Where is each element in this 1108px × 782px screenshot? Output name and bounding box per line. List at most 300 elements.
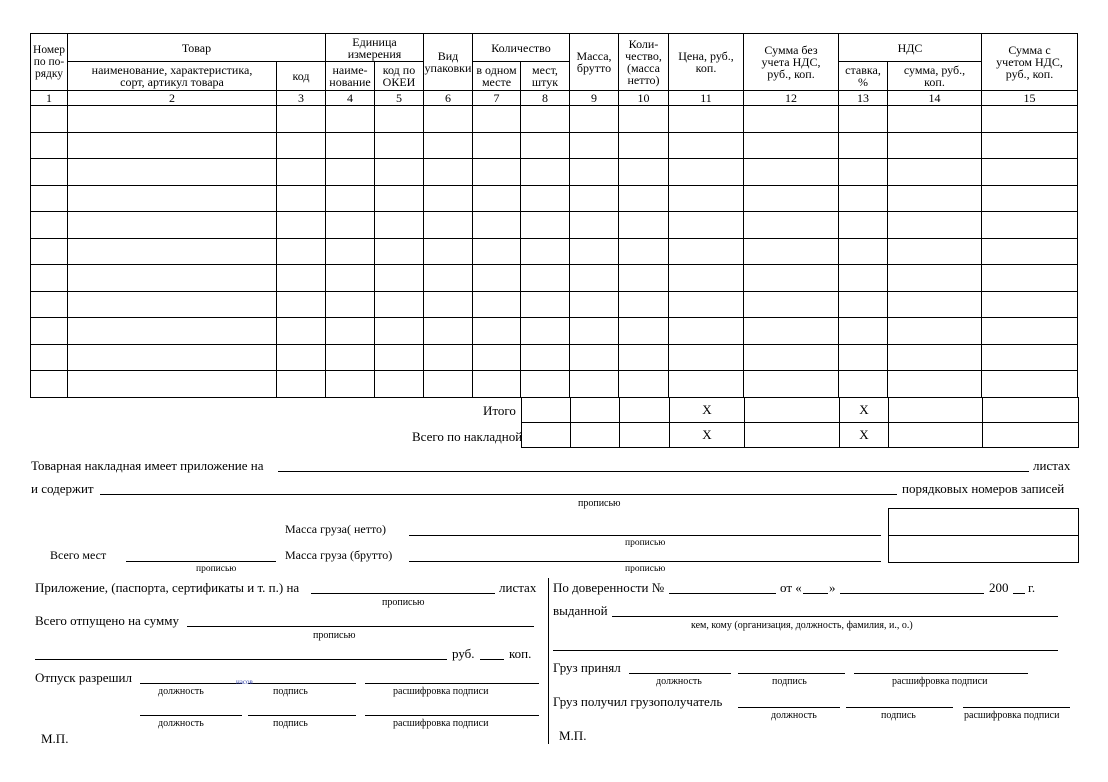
- table-cell[interactable]: [424, 212, 473, 239]
- table-cell[interactable]: [68, 159, 277, 186]
- table-cell[interactable]: [31, 159, 68, 186]
- table-row: [31, 185, 1078, 212]
- table-cell[interactable]: [982, 238, 1078, 265]
- table-cell[interactable]: [424, 238, 473, 265]
- th-summa-bez: Сумма без учета НДС, руб., коп.: [744, 34, 839, 91]
- table-cell[interactable]: [744, 185, 839, 212]
- table-cell[interactable]: [619, 291, 669, 318]
- ot-label: от «: [780, 580, 802, 595]
- rasshifrovka-hint: расшифровка подписи: [393, 718, 489, 729]
- dolzhnost-hint: должность: [771, 710, 817, 721]
- col-number: 12: [744, 91, 839, 106]
- table-cell[interactable]: [473, 265, 521, 292]
- table-cell[interactable]: [744, 344, 839, 371]
- col-number: 10: [619, 91, 669, 106]
- table-cell[interactable]: [31, 344, 68, 371]
- table-cell[interactable]: [982, 132, 1078, 159]
- table-cell[interactable]: [744, 238, 839, 265]
- table-row: [31, 238, 1078, 265]
- rasshifrovka-hint: расшифровка подписи: [892, 676, 988, 687]
- table-cell[interactable]: [744, 106, 839, 133]
- dolzhnost-hint: должность: [158, 686, 204, 697]
- glavbuh-dolzhnost-field[interactable]: [140, 715, 242, 716]
- table-cell[interactable]: [982, 318, 1078, 345]
- table-cell[interactable]: [68, 185, 277, 212]
- table-cell[interactable]: [839, 238, 888, 265]
- table-cell[interactable]: [326, 159, 375, 186]
- table-cell[interactable]: [31, 212, 68, 239]
- poryadkovyh-label: порядковых номеров записей: [902, 481, 1065, 496]
- table-cell[interactable]: [839, 344, 888, 371]
- table-cell[interactable]: [669, 344, 744, 371]
- propisyu-hint: прописью: [313, 630, 356, 641]
- th-vid: Вид упаковки: [424, 34, 473, 91]
- dolzhnost-hint: должность: [158, 718, 204, 729]
- itogo-label: Итого: [483, 403, 516, 418]
- table-row: [31, 159, 1078, 186]
- table-cell[interactable]: [982, 159, 1078, 186]
- total-x-mark: Х: [670, 398, 745, 423]
- total-cell: [571, 398, 620, 423]
- glavbuh-rasshifrovka-field[interactable]: [365, 715, 539, 716]
- col-number: 4: [326, 91, 375, 106]
- th-nds-summa: сумма, руб., коп.: [888, 62, 982, 91]
- table-cell[interactable]: [619, 371, 669, 398]
- signature-scribble: насов: [236, 678, 253, 686]
- listah-label-2: листах: [499, 580, 537, 595]
- table-cell[interactable]: [619, 106, 669, 133]
- table-cell[interactable]: [982, 265, 1078, 292]
- col-number: 7: [473, 91, 521, 106]
- th-kol-netto: Коли-чество, (масса нетто): [619, 34, 669, 91]
- table-cell[interactable]: [31, 371, 68, 398]
- doverennost-mesyac-field[interactable]: [840, 593, 984, 594]
- table-cell[interactable]: [521, 159, 570, 186]
- table-cell[interactable]: [473, 132, 521, 159]
- table-cell[interactable]: [31, 238, 68, 265]
- th-tovar-kod: код: [277, 62, 326, 91]
- col-number: 1: [31, 91, 68, 106]
- table-cell[interactable]: [839, 291, 888, 318]
- table-cell[interactable]: [424, 265, 473, 292]
- table-cell[interactable]: [744, 159, 839, 186]
- table-cell[interactable]: [326, 344, 375, 371]
- table-row: [31, 291, 1078, 318]
- prinyal-rasshifrovka-field[interactable]: [854, 673, 1028, 674]
- table-cell[interactable]: [669, 238, 744, 265]
- otpusk-rasshifrovka-field[interactable]: [365, 683, 539, 684]
- propisyu-hint: прописью: [196, 564, 237, 574]
- table-cell[interactable]: [744, 265, 839, 292]
- table-cell[interactable]: [424, 159, 473, 186]
- table-cell[interactable]: [744, 371, 839, 398]
- table-cell[interactable]: [326, 185, 375, 212]
- table-cell[interactable]: [375, 265, 424, 292]
- doverennost-nomer-field[interactable]: [669, 593, 776, 594]
- table-cell[interactable]: [68, 318, 277, 345]
- total-x-mark: Х: [840, 423, 889, 448]
- mp-right: М.П.: [559, 728, 587, 743]
- prilozhenie-pasport-label: Приложение, (паспорта, сертификаты и т. п.) на: [35, 580, 300, 595]
- table-cell[interactable]: [839, 318, 888, 345]
- table-cell[interactable]: [375, 371, 424, 398]
- table-cell[interactable]: [326, 291, 375, 318]
- vsego-label: Всего по накладной: [412, 429, 523, 444]
- table-cell[interactable]: [839, 132, 888, 159]
- prinyal-dolzhnost-field[interactable]: [629, 673, 731, 674]
- table-row: [31, 318, 1078, 345]
- table-cell[interactable]: [888, 371, 982, 398]
- table-cell[interactable]: [326, 238, 375, 265]
- table-cell[interactable]: [424, 371, 473, 398]
- table-cell[interactable]: [277, 106, 326, 133]
- table-cell[interactable]: [31, 106, 68, 133]
- table-cell[interactable]: [424, 291, 473, 318]
- table-cell[interactable]: [888, 132, 982, 159]
- table-cell[interactable]: [744, 212, 839, 239]
- po-doverennosti-label: По доверенности №: [553, 580, 665, 595]
- table-cell[interactable]: [326, 265, 375, 292]
- podpis-hint: подпись: [273, 718, 308, 729]
- poluchil-dolzhnost-field[interactable]: [738, 707, 840, 708]
- totals-table: [521, 397, 1079, 448]
- table-row: [31, 212, 1078, 239]
- table-cell[interactable]: [570, 371, 619, 398]
- massa-netto-field[interactable]: [409, 535, 881, 536]
- table-cell[interactable]: [888, 212, 982, 239]
- doverennost-den-field[interactable]: [803, 593, 828, 594]
- table-cell[interactable]: [982, 371, 1078, 398]
- table-cell[interactable]: [68, 371, 277, 398]
- table-cell[interactable]: [744, 291, 839, 318]
- total-cell: [983, 398, 1079, 423]
- table-cell[interactable]: [68, 238, 277, 265]
- table-cell[interactable]: [619, 159, 669, 186]
- table-cell[interactable]: [326, 212, 375, 239]
- table-cell[interactable]: [619, 238, 669, 265]
- goods-table: [30, 33, 1078, 398]
- table-cell[interactable]: [669, 132, 744, 159]
- table-row: [31, 371, 1078, 398]
- table-cell[interactable]: [473, 318, 521, 345]
- table-cell[interactable]: [424, 132, 473, 159]
- vsego-mest-field[interactable]: [126, 561, 276, 562]
- prilozhenie-label: Товарная накладная имеет приложение на: [31, 458, 264, 473]
- table-cell[interactable]: [277, 371, 326, 398]
- table-cell[interactable]: [473, 106, 521, 133]
- table-cell[interactable]: [619, 132, 669, 159]
- g-label: г.: [1028, 580, 1036, 595]
- table-cell[interactable]: [375, 159, 424, 186]
- th-kolichestvo: Количество: [473, 34, 570, 62]
- table-cell[interactable]: [982, 185, 1078, 212]
- kop-label: коп.: [509, 646, 532, 661]
- table-cell[interactable]: [521, 371, 570, 398]
- table-cell[interactable]: [31, 291, 68, 318]
- table-cell[interactable]: [570, 318, 619, 345]
- table-cell[interactable]: [839, 371, 888, 398]
- table-cell[interactable]: [521, 318, 570, 345]
- col-number: 3: [277, 91, 326, 106]
- table-cell[interactable]: [521, 291, 570, 318]
- table-cell[interactable]: [473, 159, 521, 186]
- rasshifrovka-hint: расшифровка подписи: [964, 710, 1060, 721]
- table-cell[interactable]: [888, 185, 982, 212]
- table-cell[interactable]: [839, 265, 888, 292]
- th-nds: НДС: [839, 34, 982, 62]
- table-cell[interactable]: [619, 265, 669, 292]
- table-cell[interactable]: [473, 371, 521, 398]
- table-cell[interactable]: [888, 265, 982, 292]
- th-kol-odnom: в одном месте: [473, 62, 521, 91]
- table-cell[interactable]: [277, 291, 326, 318]
- total-cell: [745, 423, 840, 448]
- table-cell[interactable]: [375, 238, 424, 265]
- total-cell: [522, 423, 571, 448]
- table-cell[interactable]: [277, 265, 326, 292]
- massa-netto-box[interactable]: [888, 508, 1079, 536]
- table-cell[interactable]: [68, 132, 277, 159]
- massa-brutto-box[interactable]: [888, 535, 1079, 563]
- listah-label: листах: [1033, 458, 1071, 473]
- th-ed-okei: код по ОКЕИ: [375, 62, 424, 91]
- table-cell[interactable]: [570, 159, 619, 186]
- god-label: 200: [989, 580, 1009, 595]
- propisyu-hint: прописью: [625, 564, 666, 574]
- table-cell[interactable]: [424, 185, 473, 212]
- vydannoi-label: выданной: [553, 603, 608, 618]
- total-cell: [745, 398, 840, 423]
- gruz-poluchil-label: Груз получил грузополучатель: [553, 694, 723, 709]
- table-cell[interactable]: [888, 344, 982, 371]
- massa-brutto-field[interactable]: [409, 561, 881, 562]
- table-cell[interactable]: [277, 344, 326, 371]
- table-cell[interactable]: [521, 212, 570, 239]
- soderzhit-label: и содержит: [31, 481, 94, 496]
- table-cell[interactable]: [669, 291, 744, 318]
- soderzhit-field[interactable]: [100, 494, 897, 495]
- table-cell[interactable]: [326, 318, 375, 345]
- table-cell[interactable]: [68, 291, 277, 318]
- table-cell[interactable]: [570, 238, 619, 265]
- table-row: [31, 344, 1078, 371]
- table-cell[interactable]: [982, 212, 1078, 239]
- vsego-mest-label: Всего мест: [50, 548, 107, 562]
- table-cell[interactable]: [669, 106, 744, 133]
- col-number: 6: [424, 91, 473, 106]
- col-number: 9: [570, 91, 619, 106]
- podpis-hint: подпись: [772, 676, 807, 687]
- table-cell[interactable]: [424, 344, 473, 371]
- th-edinica: Единица измерения: [326, 34, 424, 62]
- table-cell[interactable]: [888, 318, 982, 345]
- otpusk-podpis-field[interactable]: [248, 683, 356, 684]
- table-cell[interactable]: [521, 185, 570, 212]
- table-row: [31, 106, 1078, 133]
- table-cell[interactable]: [982, 106, 1078, 133]
- table-cell[interactable]: [375, 212, 424, 239]
- prilozhenie-field[interactable]: [278, 471, 1029, 472]
- table-cell[interactable]: [744, 132, 839, 159]
- table-cell[interactable]: [68, 265, 277, 292]
- total-x-mark: Х: [840, 398, 889, 423]
- quote-close: »: [829, 580, 836, 595]
- table-cell[interactable]: [982, 344, 1078, 371]
- total-x-mark: Х: [670, 423, 745, 448]
- gruz-prinyal-label: Груз принял: [553, 660, 621, 675]
- table-cell[interactable]: [982, 291, 1078, 318]
- table-cell[interactable]: [570, 132, 619, 159]
- poluchil-podpis-field[interactable]: [846, 707, 953, 708]
- table-cell[interactable]: [839, 106, 888, 133]
- dolzhnost-hint: должность: [656, 676, 702, 687]
- summa-propisyu-field[interactable]: [35, 659, 447, 660]
- glavbuh-podpis-field[interactable]: [248, 715, 356, 716]
- table-row: [31, 265, 1078, 292]
- th-nds-stavka: ставка, %: [839, 62, 888, 91]
- propisyu-hint: прописью: [382, 597, 425, 608]
- col-number: 15: [982, 91, 1078, 106]
- vydannoi-field[interactable]: [612, 616, 1058, 617]
- otpusk-dolzhnost-field[interactable]: [140, 683, 242, 684]
- table-cell[interactable]: [619, 344, 669, 371]
- table-cell[interactable]: [326, 371, 375, 398]
- table-cell[interactable]: [521, 132, 570, 159]
- section-divider: [548, 578, 549, 744]
- table-cell[interactable]: [277, 238, 326, 265]
- th-ed-name: наиме-нование: [326, 62, 375, 91]
- table-cell[interactable]: [619, 318, 669, 345]
- propisyu-hint: прописью: [578, 498, 621, 509]
- table-cell[interactable]: [326, 106, 375, 133]
- vsego-otpusheno-label: Всего отпущено на сумму: [35, 613, 179, 628]
- table-cell[interactable]: [277, 159, 326, 186]
- table-cell[interactable]: [521, 106, 570, 133]
- table-cell[interactable]: [473, 212, 521, 239]
- mp-left: М.П.: [41, 731, 69, 746]
- table-cell[interactable]: [839, 159, 888, 186]
- kem-komu-hint: кем, кому (организация, должность, фамилия, и., о.): [691, 620, 913, 631]
- table-cell[interactable]: [68, 106, 277, 133]
- table-cell[interactable]: [31, 185, 68, 212]
- total-cell: [522, 398, 571, 423]
- table-cell[interactable]: [375, 344, 424, 371]
- table-cell[interactable]: [473, 344, 521, 371]
- table-cell[interactable]: [521, 344, 570, 371]
- table-cell[interactable]: [744, 318, 839, 345]
- total-cell: [889, 423, 983, 448]
- propisyu-hint: прописью: [625, 538, 666, 548]
- table-cell[interactable]: [277, 132, 326, 159]
- th-summa-s: Сумма с учетом НДС, руб., коп.: [982, 34, 1078, 91]
- table-cell[interactable]: [888, 159, 982, 186]
- total-cell: [620, 423, 670, 448]
- podpis-hint: подпись: [273, 686, 308, 697]
- table-cell[interactable]: [839, 212, 888, 239]
- total-cell: [983, 423, 1079, 448]
- table-cell[interactable]: [31, 132, 68, 159]
- table-cell[interactable]: [619, 185, 669, 212]
- table-cell[interactable]: [888, 238, 982, 265]
- table-cell[interactable]: [888, 291, 982, 318]
- rub-label: руб.: [452, 646, 475, 661]
- th-tovar-name: наименование, характеристика, сорт, артикул товара: [68, 62, 277, 91]
- table-cell[interactable]: [570, 265, 619, 292]
- th-nomer: Номер по по-рядку: [31, 34, 68, 91]
- table-cell[interactable]: [277, 212, 326, 239]
- total-cell: [889, 398, 983, 423]
- col-number: 5: [375, 91, 424, 106]
- table-row: [31, 132, 1078, 159]
- otpusk-label: Отпуск разрешил: [35, 670, 132, 685]
- th-cena: Цена, руб., коп.: [669, 34, 744, 91]
- podpis-hint: подпись: [881, 710, 916, 721]
- vydannoi-field-2[interactable]: [553, 650, 1058, 651]
- table-cell[interactable]: [570, 185, 619, 212]
- th-massa: Масса, брутто: [570, 34, 619, 91]
- table-cell[interactable]: [375, 132, 424, 159]
- prinyal-podpis-field[interactable]: [738, 673, 845, 674]
- col-number: 13: [839, 91, 888, 106]
- table-cell[interactable]: [68, 212, 277, 239]
- th-tovar: Товар: [68, 34, 326, 62]
- table-cell[interactable]: [669, 212, 744, 239]
- vsego-otpusheno-field[interactable]: [187, 626, 534, 627]
- table-cell[interactable]: [669, 185, 744, 212]
- total-cell: [620, 398, 670, 423]
- table-cell[interactable]: [521, 238, 570, 265]
- table-cell[interactable]: [375, 106, 424, 133]
- table-cell[interactable]: [473, 185, 521, 212]
- table-cell[interactable]: [669, 318, 744, 345]
- table-cell[interactable]: [68, 344, 277, 371]
- table-cell[interactable]: [521, 265, 570, 292]
- table-cell[interactable]: [326, 132, 375, 159]
- table-cell[interactable]: [375, 291, 424, 318]
- table-cell[interactable]: [669, 159, 744, 186]
- table-cell[interactable]: [473, 291, 521, 318]
- table-cell[interactable]: [619, 212, 669, 239]
- table-cell[interactable]: [424, 318, 473, 345]
- massa-brutto-label: Масса груза (брутто): [285, 548, 393, 562]
- th-kol-mest: мест, штук: [521, 62, 570, 91]
- doverennost-god-field[interactable]: [1013, 593, 1025, 594]
- table-cell[interactable]: [277, 185, 326, 212]
- total-cell: [571, 423, 620, 448]
- table-cell[interactable]: [424, 106, 473, 133]
- poluchil-rasshifrovka-field[interactable]: [963, 707, 1070, 708]
- table-cell[interactable]: [277, 318, 326, 345]
- table-cell[interactable]: [375, 185, 424, 212]
- table-cell[interactable]: [570, 344, 619, 371]
- table-cell[interactable]: [888, 106, 982, 133]
- col-number: 14: [888, 91, 982, 106]
- col-number: 8: [521, 91, 570, 106]
- table-cell[interactable]: [31, 318, 68, 345]
- prilozhenie-pasport-field[interactable]: [311, 593, 495, 594]
- massa-netto-label: Масса груза( нетто): [285, 522, 387, 536]
- table-cell[interactable]: [473, 238, 521, 265]
- table-cell[interactable]: [669, 371, 744, 398]
- table-cell[interactable]: [570, 212, 619, 239]
- table-cell[interactable]: [31, 265, 68, 292]
- kop-field[interactable]: [480, 659, 504, 660]
- table-cell[interactable]: [669, 265, 744, 292]
- table-cell[interactable]: [570, 291, 619, 318]
- table-cell[interactable]: [375, 318, 424, 345]
- table-cell[interactable]: [839, 185, 888, 212]
- table-cell[interactable]: [570, 106, 619, 133]
